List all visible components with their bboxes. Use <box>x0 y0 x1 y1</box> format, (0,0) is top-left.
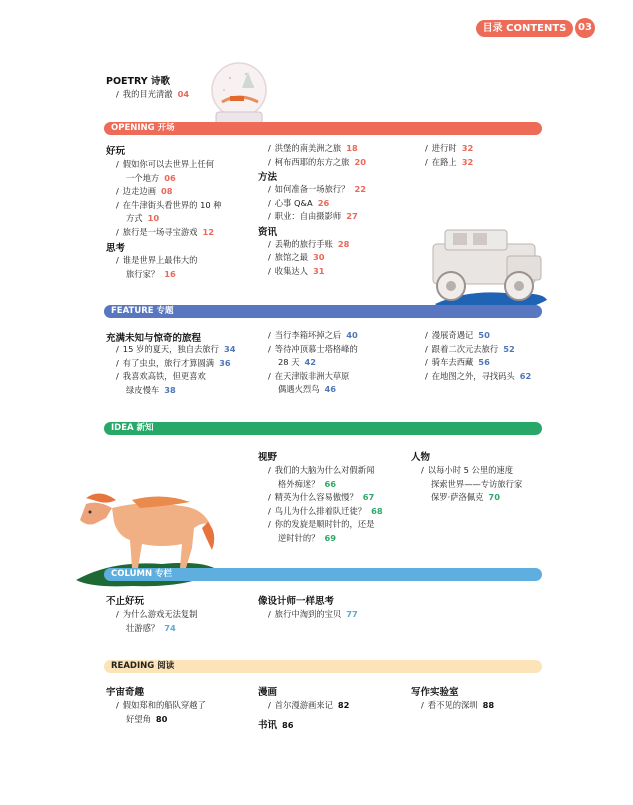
column-label: COLUMN 专栏 <box>111 569 173 579</box>
toc-entry[interactable]: / 15 岁的夏天，独自去旅行 34 <box>116 344 236 354</box>
toc-entry[interactable]: / 首尔漫游画来记 82 <box>268 700 350 710</box>
toc-entry[interactable]: / 为什么游戏无法复制 <box>116 609 198 619</box>
toc-entry-cont[interactable]: 逆时针的？ 69 <box>278 532 337 543</box>
toc-entry-cont[interactable]: 格外痴迷？ 66 <box>278 478 337 489</box>
toc-entry[interactable]: / 柯布西耶的东方之旅 20 <box>268 156 367 167</box>
toc-entry[interactable]: / 边走边画 08 <box>116 186 173 196</box>
toc-entry[interactable]: / 你的发旋是顺时针的，还是 <box>268 519 375 529</box>
toc-entry-shuxun[interactable]: 书讯 86 <box>258 719 294 731</box>
reading-section-bar <box>104 660 542 673</box>
toc-entry[interactable]: / 在天津版非洲大草原 <box>268 370 350 381</box>
opening-section-bar <box>104 122 542 135</box>
category-sheji: 像设计师一样思考 <box>258 596 335 607</box>
toc-entry[interactable]: / 等待冲顶慕士塔格峰的 <box>268 343 358 354</box>
toc-entry[interactable]: / 心事 Q&A 26 <box>268 197 330 208</box>
idea-section-bar <box>104 422 542 435</box>
toc-entry[interactable]: / 我的目光清澈 04 <box>116 89 190 99</box>
category-haowan: 好玩 <box>106 146 126 157</box>
toc-entry[interactable]: / 骑车去西藏 56 <box>425 357 490 367</box>
category-shiye: 视野 <box>258 452 278 463</box>
category-renwu: 人物 <box>411 452 431 463</box>
page-number-badge: 03 <box>575 18 595 38</box>
category-fangfa: 方法 <box>258 172 278 183</box>
toc-entry[interactable]: / 漫展奇遇记 50 <box>425 330 490 340</box>
toc-entry[interactable]: / 在地图之外，寻找码头 62 <box>425 370 532 381</box>
poetry-heading: POETRY 诗歌 <box>106 76 170 87</box>
toc-entry[interactable]: / 在牛津街头看世界的 10 种 <box>116 199 222 210</box>
reading-label: READING 阅读 <box>111 661 175 671</box>
toc-entry[interactable]: / 有了虫虫，旅行才算圆满 36 <box>116 357 231 368</box>
feature-title: 充满未知与惊奇的旅程 <box>106 333 202 344</box>
toc-entry[interactable]: / 在路上 32 <box>425 156 474 167</box>
category-zixun: 资讯 <box>258 226 278 238</box>
toc-entry-cont[interactable]: 偶遇火烈鸟 46 <box>278 384 337 394</box>
toc-entry[interactable]: / 精英为什么容易傲慢？ 67 <box>268 492 375 502</box>
toc-entry-cont[interactable]: 好望角 80 <box>126 713 168 724</box>
toc-entry[interactable]: / 跟着二次元去旅行 52 <box>425 343 515 354</box>
category-shuxun: 书讯 <box>258 719 278 731</box>
toc-entry-cont[interactable]: 绿皮慢车 38 <box>126 384 176 395</box>
toc-entry[interactable]: / 谁是世界上最伟大的 <box>116 255 198 265</box>
idea-label: IDEA 新知 <box>111 423 154 433</box>
opening-label: OPENING 开场 <box>111 123 175 133</box>
column-section-bar <box>104 568 542 581</box>
entry-title: 我的目光清澈 <box>122 89 173 99</box>
toc-entry-cont[interactable]: 旅行家？ 16 <box>126 268 176 279</box>
toc-entry[interactable]: / 以每小时 5 公里的速度 <box>421 465 514 475</box>
toc-entry-cont[interactable]: 保罗·萨洛佩克 70 <box>431 492 500 502</box>
toc-entry-cont[interactable]: 方式 10 <box>126 213 160 223</box>
toc-entry-cont[interactable]: 28 天 42 <box>278 357 317 367</box>
category-sikao: 思考 <box>106 243 126 254</box>
category-xiezuo: 写作实验室 <box>411 687 459 698</box>
toc-entry[interactable]: / 假如郑和的船队穿越了 <box>116 700 206 710</box>
toc-entry[interactable]: / 旅行是一场寻宝游戏 12 <box>116 226 215 237</box>
toc-entry[interactable]: / 当行李箱坏掉之后 40 <box>268 330 358 340</box>
toc-entry[interactable]: / 如何准备一场旅行？ 22 <box>268 184 367 194</box>
feature-section-bar <box>104 305 542 318</box>
toc-entry[interactable]: / 丢勒的旅行手账 28 <box>268 238 350 249</box>
category-yuzhou: 宇宙奇趣 <box>106 687 145 698</box>
toc-entry-cont[interactable]: 探索世界——专访旅行家 <box>431 478 523 489</box>
toc-entry[interactable]: / 旅行中淘到的宝贝 77 <box>268 609 358 619</box>
header-title: 目录 CONTENTS <box>476 20 573 37</box>
category-manhua: 漫画 <box>258 687 278 698</box>
toc-entry[interactable]: / 假如你可以去世界上任何 <box>116 159 215 169</box>
toc-entry[interactable]: / 我们的大脑为什么对假新闻 <box>268 465 375 475</box>
toc-entry[interactable]: / 我喜欢高铁，但更喜欢 <box>116 371 206 381</box>
toc-entry[interactable]: / 职业：自由摄影师 27 <box>268 211 358 221</box>
toc-entry[interactable]: / 洪堡的南美洲之旅 18 <box>268 143 358 153</box>
toc-entry[interactable]: / 收集达人 31 <box>268 265 325 276</box>
toc-entry[interactable]: / 鸟儿为什么排着队迁徙？ 68 <box>268 505 383 516</box>
toc-entry[interactable]: / 旅馆之最 30 <box>268 252 325 262</box>
toc-entry-cont[interactable]: 一个地方 06 <box>126 172 176 183</box>
toc-entry[interactable]: / 进行时 32 <box>425 143 474 153</box>
category-buzhi: 不止好玩 <box>106 596 145 607</box>
feature-label: FEATURE 专题 <box>111 306 174 316</box>
toc-entry-cont[interactable]: 壮游感？ 74 <box>126 622 176 633</box>
entry-page: 04 <box>177 89 190 99</box>
toc-entry[interactable]: / 看不见的深圳 88 <box>421 700 495 710</box>
